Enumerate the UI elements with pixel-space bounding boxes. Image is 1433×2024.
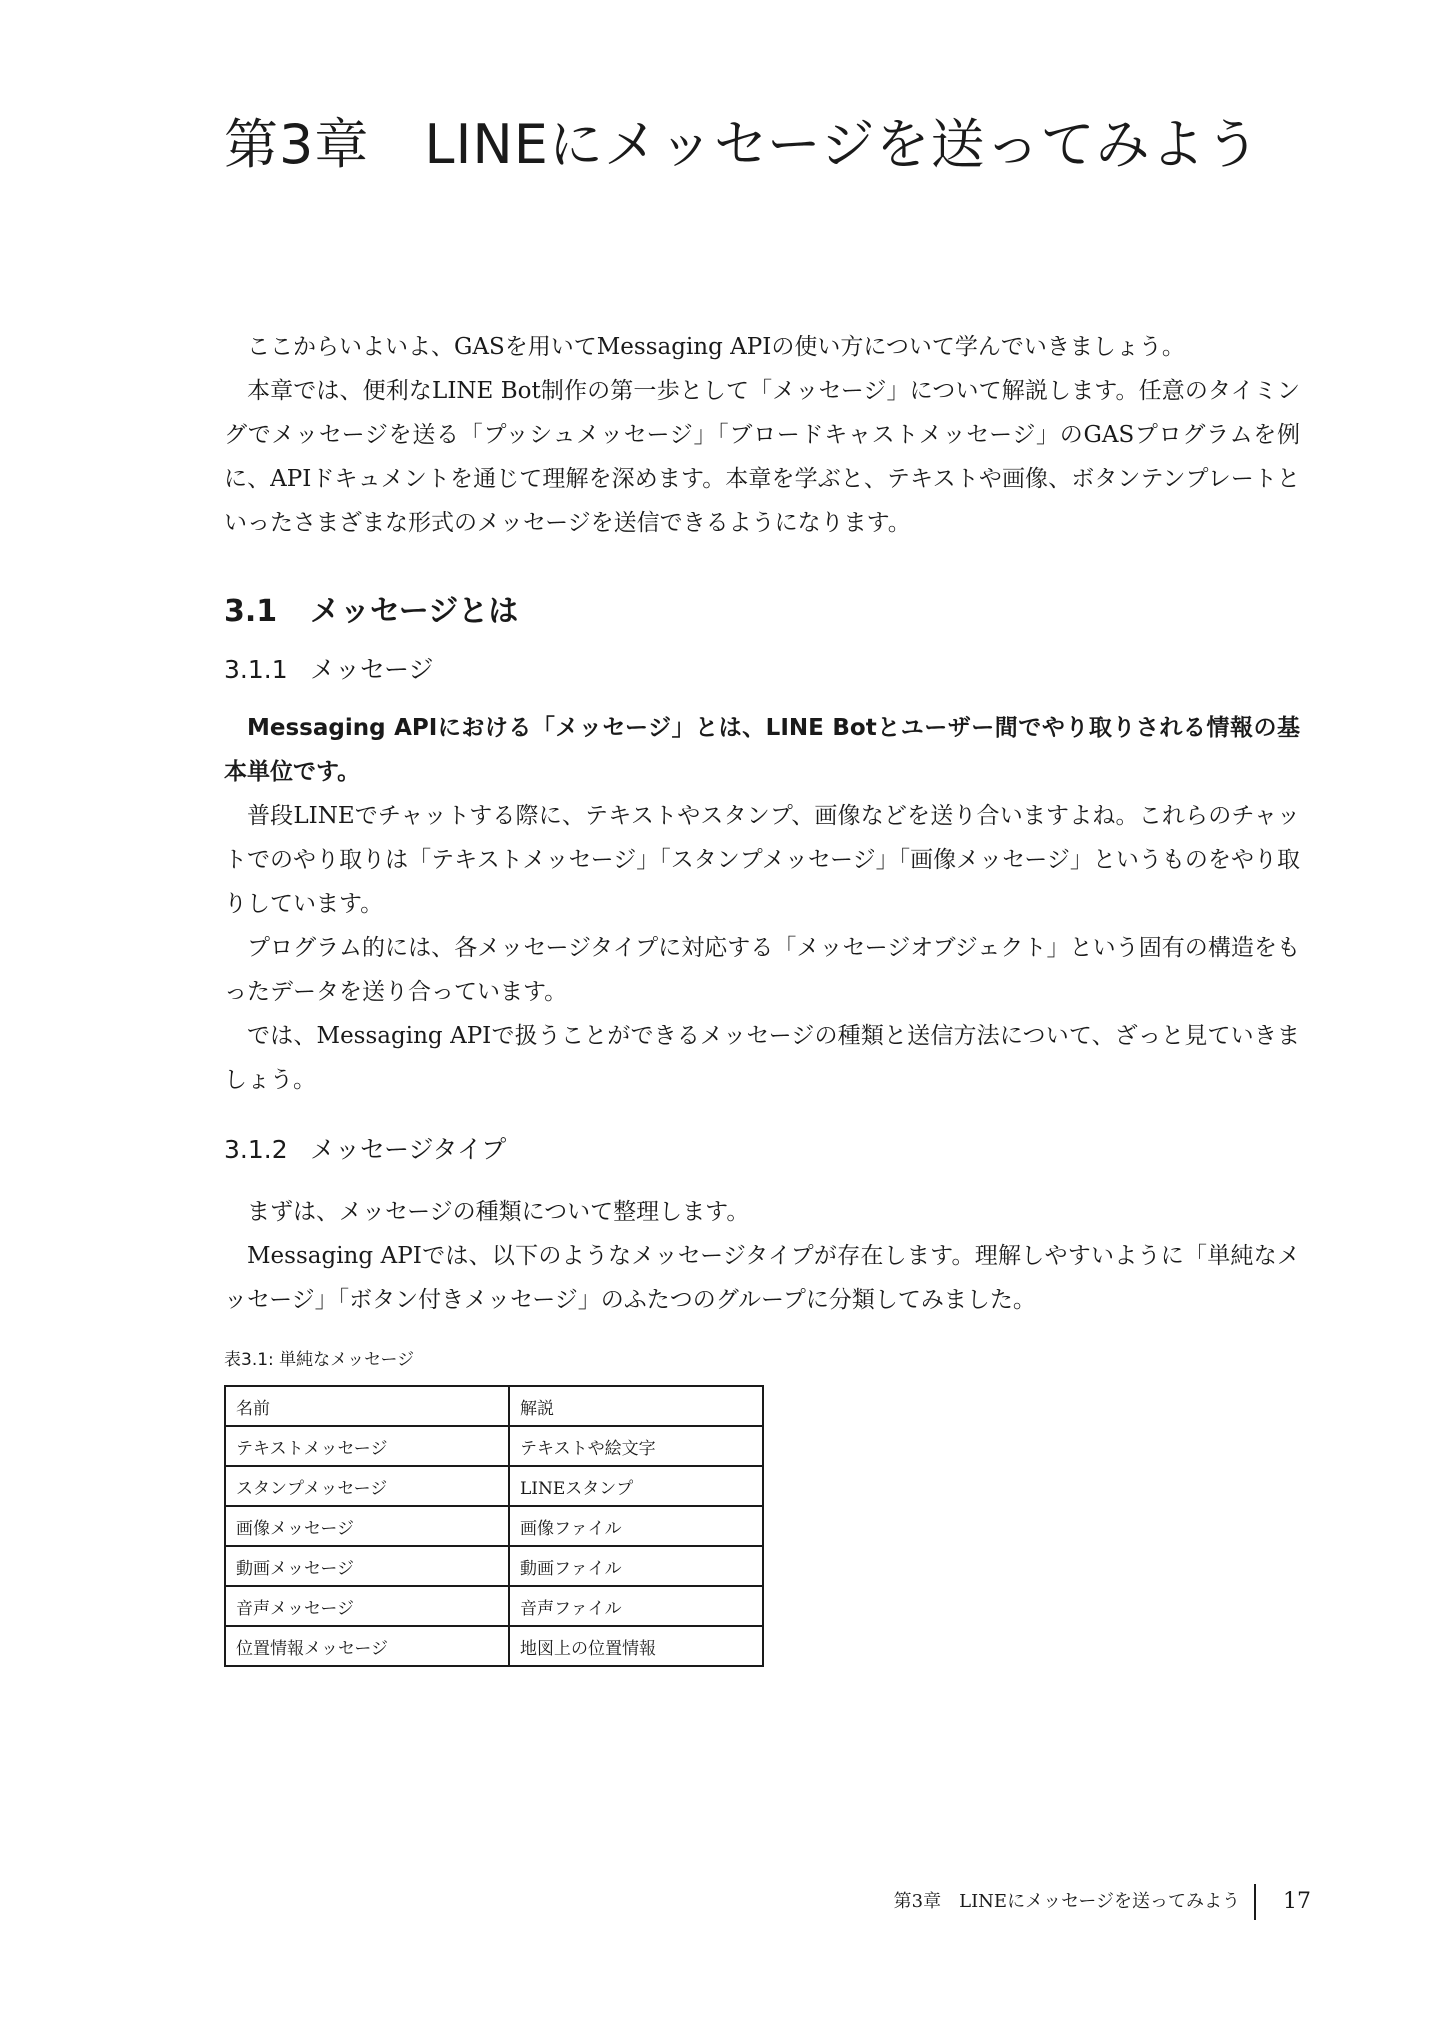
column-header: 解説: [509, 1386, 763, 1426]
table-cell-name: スタンプメッセージ: [225, 1466, 509, 1506]
section-heading-3-1: [224, 590, 518, 634]
section-number: 3.1: [224, 594, 278, 629]
table-row: [225, 1586, 763, 1626]
table-header-row: [225, 1386, 763, 1426]
table-cell-description: 地図上の位置情報: [509, 1626, 763, 1666]
body-paragraph: Messaging APIでは、以下のようなメッセージタイプが存在します。理解しやすいように「単純なメッセージ」「ボタン付きメッセージ」のふたつのグループに分類してみました。: [224, 1243, 1300, 1313]
table-cell-name: 音声メッセージ: [225, 1586, 509, 1626]
table-cell-description: 音声ファイル: [509, 1586, 763, 1626]
subsection-heading-3-1-2: [224, 1130, 506, 1170]
table-cell-description: テキストや絵文字: [509, 1426, 763, 1466]
table-caption: 表3.1: 単純なメッセージ: [224, 1350, 415, 1370]
running-title: 第3章 LINEにメッセージを送ってみよう: [893, 1891, 1240, 1912]
subsection-number: 3.1.2: [224, 1135, 288, 1164]
table-cell-name: テキストメッセージ: [225, 1426, 509, 1466]
message-types-table: [224, 1385, 764, 1667]
subsection-heading-3-1-1: [224, 650, 434, 690]
body-paragraph: 普段LINEでチャットする際に、テキストやスタンプ、画像などを送り合いますよね。これらのチャットでのやり取りは「テキストメッセージ」「スタンプメッセージ」「画像メッセージ」というものをやり取りしています。: [224, 803, 1300, 917]
subsection-title: メッセージ: [310, 655, 434, 684]
section-title: メッセージとは: [310, 594, 519, 629]
section-3-1-2-body: [224, 1190, 1300, 1322]
table-cell-description: 画像ファイル: [509, 1506, 763, 1546]
table-row: [225, 1426, 763, 1466]
table-row: [225, 1546, 763, 1586]
intro-paragraph: 本章では、便利なLINE Bot制作の第一歩として「メッセージ」について解説します。任意のタイミングでメッセージを送る「プッシュメッセージ」「ブロードキャストメッセージ」のGASプログラムを例に、APIドキュメントを通じて理解を深めます。本章を学ぶと、テキストや画像、ボタンテンプレートといったさまざまな形式のメッセージを送信できるようになります。: [224, 378, 1300, 536]
page-number: 17: [1283, 1889, 1311, 1914]
intro-paragraph: ここからいよいよ、GASを用いてMessaging APIの使い方について学んでいきましょう。: [247, 334, 1185, 360]
table-row: [225, 1506, 763, 1546]
table-cell-description: LINEスタンプ: [509, 1466, 763, 1506]
intro-section: [224, 325, 1300, 545]
chapter-title: 第3章 LINEにメッセージを送ってみよう: [224, 113, 1261, 176]
section-3-1-1-body: [224, 706, 1300, 1102]
subsection-title: メッセージタイプ: [310, 1135, 507, 1164]
table-cell-description: 動画ファイル: [509, 1546, 763, 1586]
footer-divider: [1254, 1884, 1256, 1920]
table-cell-name: 画像メッセージ: [225, 1506, 509, 1546]
lead-paragraph: Messaging APIにおける「メッセージ」とは、LINE Botとユーザー間でやり取りされる情報の基本単位です。: [224, 715, 1300, 785]
column-header: 名前: [225, 1386, 509, 1426]
table-row: [225, 1466, 763, 1506]
body-paragraph: プログラム的には、各メッセージタイプに対応する「メッセージオブジェクト」という固有の構造をもったデータを送り合っています。: [224, 935, 1300, 1005]
table-cell-name: 位置情報メッセージ: [225, 1626, 509, 1666]
table-row: [225, 1626, 763, 1666]
table-cell-name: 動画メッセージ: [225, 1546, 509, 1586]
subsection-number: 3.1.1: [224, 655, 288, 684]
body-paragraph: まずは、メッセージの種類について整理します。: [247, 1199, 750, 1225]
page-footer: [0, 1882, 1433, 1922]
body-paragraph: では、Messaging APIで扱うことができるメッセージの種類と送信方法について、ざっと見ていきましょう。: [224, 1023, 1300, 1093]
